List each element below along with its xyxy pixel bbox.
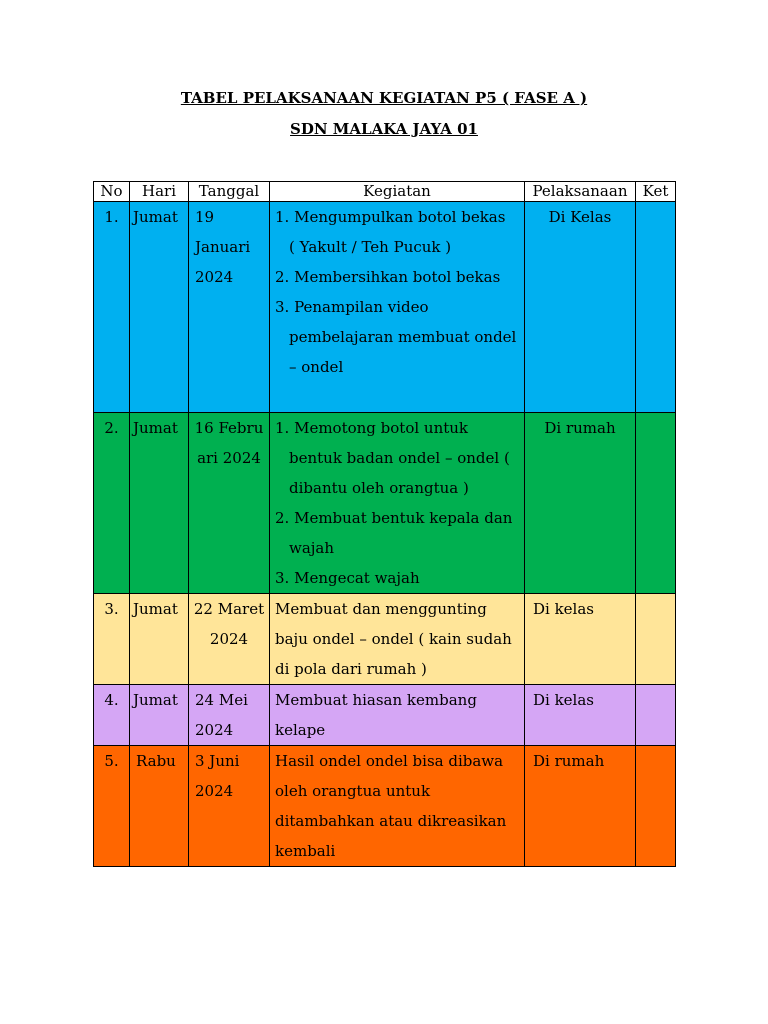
kegiatan-item: 1. Mengumpulkan botol bekas ( Yakult / Teh Pucuk ) xyxy=(275,208,506,256)
cell-pelaksanaan: Di kelas xyxy=(525,594,636,685)
cell-hari: Jumat xyxy=(130,413,189,594)
kegiatan-item: 3. Mengecat wajah xyxy=(275,569,420,587)
cell-hari: Rabu xyxy=(130,746,189,867)
cell-hari: Jumat xyxy=(130,594,189,685)
cell-ket xyxy=(636,413,676,594)
document-title: TABEL PELAKSANAAN KEGIATAN P5 ( FASE A ) xyxy=(180,89,588,107)
header-tanggal: Tanggal xyxy=(189,182,270,202)
header-pelaksanaan: Pelaksanaan xyxy=(525,182,636,202)
cell-kegiatan: Hasil ondel ondel bisa dibawa oleh orangtua untuk ditambahkan atau dikreasikan kembali xyxy=(270,746,525,867)
cell-tanggal: 22 Maret 2024 xyxy=(189,594,270,685)
table-header-row xyxy=(94,182,676,202)
header-hari: Hari xyxy=(130,182,189,202)
school-name: SDN MALAKA JAYA 01 xyxy=(290,120,478,138)
cell-ket xyxy=(636,685,676,746)
cell-ket xyxy=(636,594,676,685)
cell-no: 2. xyxy=(94,413,130,594)
cell-kegiatan xyxy=(270,202,525,413)
header-ket: Ket xyxy=(636,182,676,202)
cell-no: 1. xyxy=(94,202,130,413)
kegiatan-item: 1. Memotong botol untuk bentuk badan ondel – ondel ( dibantu oleh orangtua ) xyxy=(275,419,510,497)
cell-ket xyxy=(636,202,676,413)
cell-pelaksanaan: Di Kelas xyxy=(525,202,636,413)
cell-hari: Jumat xyxy=(130,202,189,413)
cell-kegiatan xyxy=(270,413,525,594)
cell-tanggal: 24 Mei 2024 xyxy=(189,685,270,746)
cell-pelaksanaan: Di kelas xyxy=(525,685,636,746)
header-kegiatan: Kegiatan xyxy=(270,182,525,202)
cell-kegiatan: Membuat dan menggunting baju ondel – ondel ( kain sudah di pola dari rumah ) xyxy=(270,594,525,685)
cell-pelaksanaan: Di rumah xyxy=(525,413,636,594)
table-row xyxy=(94,594,676,685)
kegiatan-item: 2. Membersihkan botol bekas xyxy=(275,268,501,286)
table-row xyxy=(94,202,676,413)
cell-tanggal: 3 Juni 2024 xyxy=(189,746,270,867)
header-no: No xyxy=(94,182,130,202)
table-row xyxy=(94,685,676,746)
cell-ket xyxy=(636,746,676,867)
activity-table xyxy=(93,181,676,867)
cell-kegiatan: Membuat hiasan kembang kelape xyxy=(270,685,525,746)
table-row xyxy=(94,413,676,594)
cell-no: 4. xyxy=(94,685,130,746)
cell-no: 5. xyxy=(94,746,130,867)
cell-tanggal: 19 Januari 2024 xyxy=(189,202,270,413)
cell-hari: Jumat xyxy=(130,685,189,746)
cell-pelaksanaan: Di rumah xyxy=(525,746,636,867)
cell-no: 3. xyxy=(94,594,130,685)
table-row xyxy=(94,746,676,867)
cell-tanggal: 16 Februari 2024 xyxy=(189,413,270,594)
kegiatan-item: 2. Membuat bentuk kepala dan wajah xyxy=(275,509,513,557)
kegiatan-item: 3. Penampilan video pembelajaran membuat ondel – ondel xyxy=(275,298,517,376)
